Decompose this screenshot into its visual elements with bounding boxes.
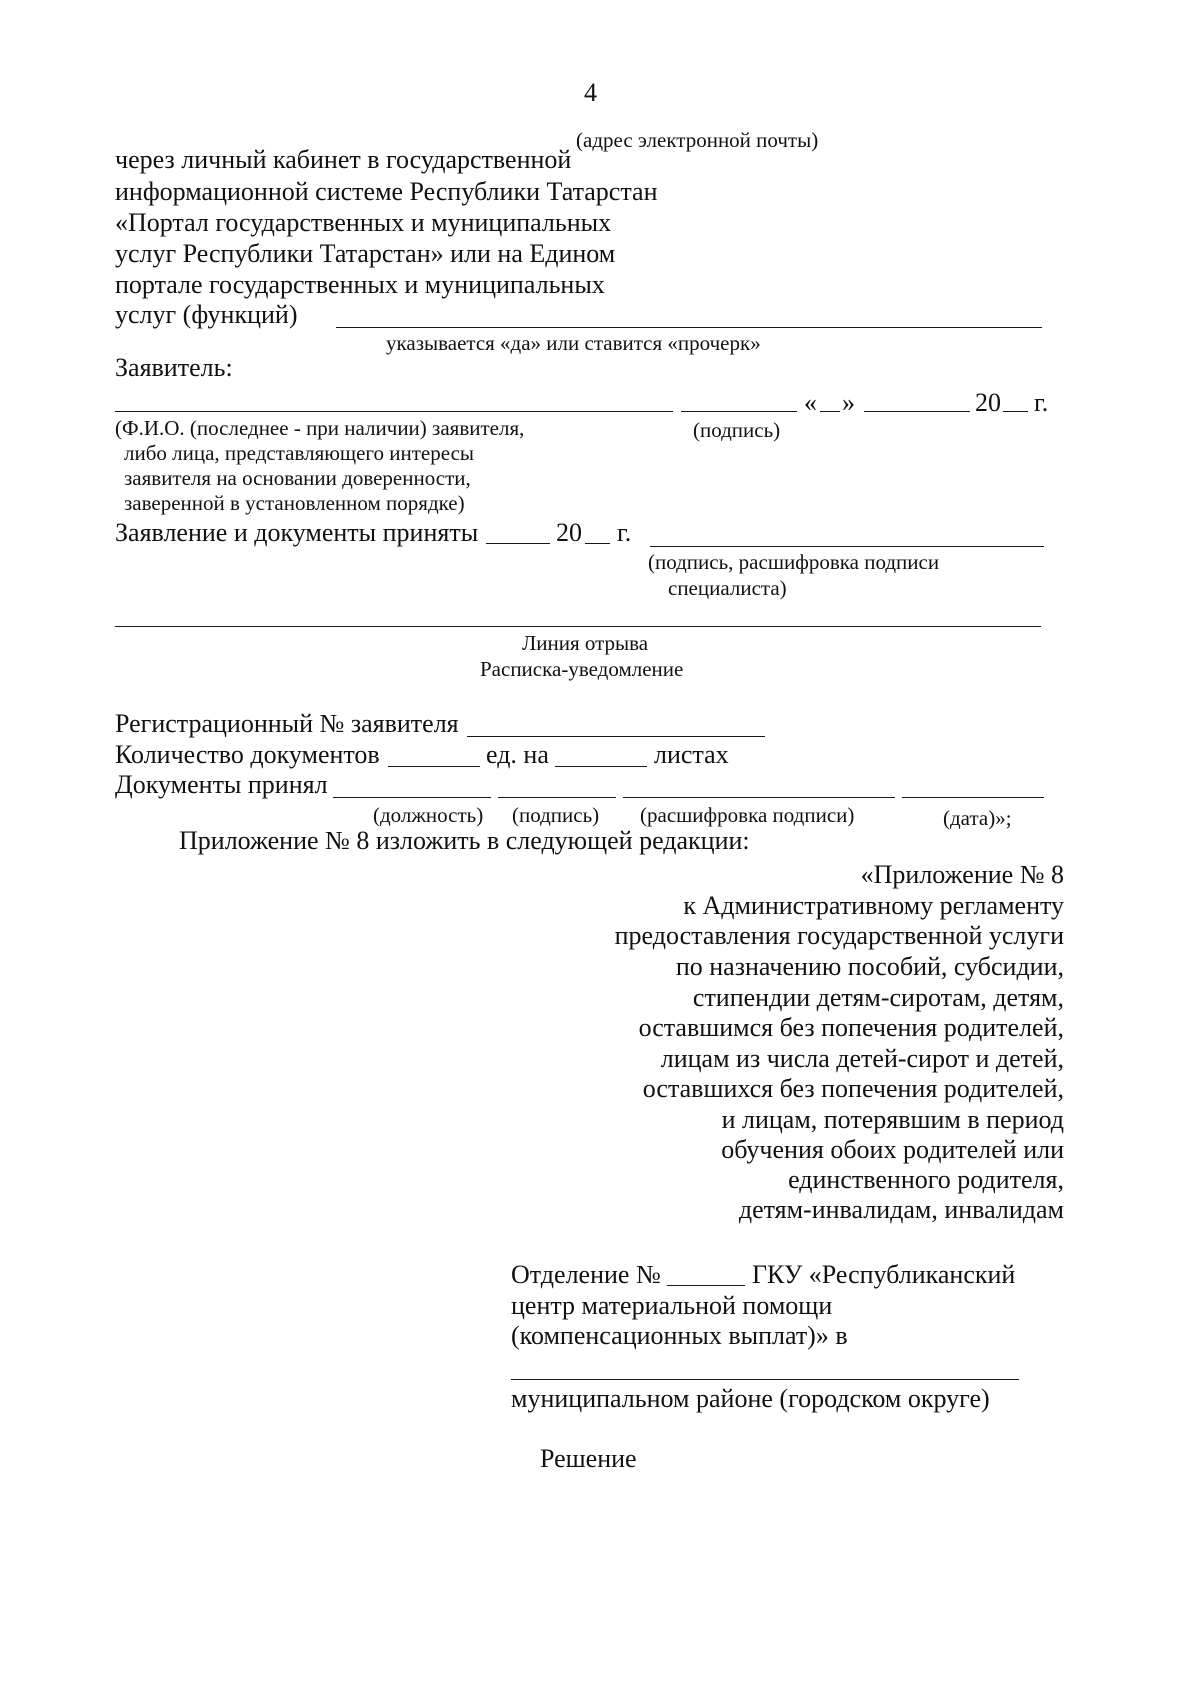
signature-caption: (подпись): [693, 418, 781, 442]
accepted-year-suffix: г.: [617, 518, 632, 547]
appendix-line-5: стипендии детям-сиротам, детям,: [692, 983, 1064, 1012]
fio-caption-2: либо лица, представляющего интересы: [124, 441, 475, 465]
date-year-prefix: 20: [975, 388, 1001, 417]
date-month-line[interactable]: [864, 411, 970, 412]
decoding-caption: (расшифровка подписи): [640, 803, 855, 827]
portal-answer-line[interactable]: [336, 327, 1042, 328]
date-open-quote: «: [804, 388, 817, 417]
accepted-caption-2: специалиста): [668, 576, 787, 600]
decision-title: Решение: [540, 1444, 637, 1473]
units-label: ед. на: [486, 740, 549, 769]
accepted-caption-1: (подпись, расшифровка подписи: [648, 550, 940, 574]
portal-line-1: через личный кабинет в государственной: [115, 145, 572, 174]
dept-line-3: (компенсационных выплат)» в: [511, 1321, 848, 1350]
dept-prefix: Отделение №: [511, 1260, 661, 1289]
portal-line-5: портале государственных и муниципальных: [115, 270, 605, 299]
portal-line-6: услуг (функций): [115, 300, 298, 329]
applicant-signature-line[interactable]: [681, 411, 797, 412]
date-day-line[interactable]: [820, 411, 840, 412]
specialist-signature-line[interactable]: [650, 546, 1044, 547]
date-close-quote: »: [842, 388, 855, 417]
sheets-label: листах: [654, 740, 729, 769]
reg-number-label: Регистрационный № заявителя: [115, 709, 459, 738]
date-caption: (дата)»;: [943, 806, 1012, 830]
dept-line-2: центр материальной помощи: [511, 1291, 833, 1320]
portal-line-2: информационной системе Республики Татарстан: [115, 177, 658, 206]
appendix-line-2: к Административному регламенту: [683, 891, 1064, 920]
signature-decoding-line[interactable]: [623, 797, 895, 798]
appendix-line-10: обучения обоих родителей или: [721, 1135, 1064, 1164]
accepted-day-line[interactable]: [486, 543, 550, 544]
position-line[interactable]: [333, 797, 491, 798]
docs-accepted-label: Документы принял: [115, 770, 328, 799]
date-year-suffix: г.: [1034, 388, 1049, 417]
receipt-signature-line[interactable]: [498, 797, 616, 798]
municipal-label: муниципальном районе (городском округе): [511, 1384, 990, 1413]
fio-caption-3: заявителя на основании доверенности,: [124, 466, 471, 490]
email-caption: (адрес электронной почты): [576, 128, 819, 152]
receipt-title: Расписка-уведомление: [480, 657, 684, 681]
date-year-line[interactable]: [1003, 411, 1028, 412]
docs-count-label: Количество документов: [115, 740, 380, 769]
appendix-line-1: «Приложение № 8: [860, 860, 1064, 889]
municipal-name-line[interactable]: [511, 1379, 1019, 1380]
portal-caption: указывается «да» или ставится «прочерк»: [386, 331, 761, 355]
appendix-line-3: предоставления государственной услуги: [614, 921, 1064, 950]
accepted-year-line[interactable]: [585, 543, 610, 544]
tear-off-line: [115, 626, 1041, 627]
tear-line-caption: Линия отрыва: [522, 631, 649, 655]
portal-line-4: услуг Республики Татарстан» или на Едином: [115, 239, 616, 268]
sheets-count-line[interactable]: [555, 766, 647, 767]
appendix-line-11: единственного родителя,: [788, 1165, 1064, 1194]
reg-number-line[interactable]: [467, 736, 765, 737]
dept-number-line[interactable]: [667, 1285, 745, 1286]
receipt-date-line[interactable]: [902, 797, 1044, 798]
amend-text: Приложение № 8 изложить в следующей редакции:: [179, 826, 750, 855]
appendix-line-6: оставшимся без попечения родителей,: [638, 1013, 1064, 1042]
portal-line-3: «Портал государственных и муниципальных: [115, 208, 612, 237]
applicant-label: Заявитель:: [115, 353, 233, 382]
docs-count-line[interactable]: [388, 766, 480, 767]
accepted-label: Заявление и документы приняты: [115, 518, 479, 547]
position-caption: (должность): [373, 803, 484, 827]
appendix-line-12: детям-инвалидам, инвалидам: [738, 1195, 1064, 1224]
accepted-year-prefix: 20: [556, 518, 582, 547]
receipt-signature-caption: (подпись): [512, 803, 600, 827]
fio-caption-4: заверенной в установленном порядке): [124, 491, 465, 515]
appendix-line-7: лицам из числа детей-сирот и детей,: [660, 1044, 1064, 1073]
fio-caption-1: (Ф.И.О. (последнее - при наличии) заявителя,: [115, 416, 525, 440]
appendix-line-8: оставшихся без попечения родителей,: [642, 1074, 1064, 1103]
applicant-fio-line[interactable]: [115, 411, 673, 412]
appendix-line-9: и лицам, потерявшим в период: [721, 1105, 1064, 1134]
dept-suffix: ГКУ «Республиканский: [752, 1260, 1016, 1289]
page-number: 4: [584, 78, 597, 107]
appendix-line-4: по назначению пособий, субсидии,: [675, 952, 1064, 981]
